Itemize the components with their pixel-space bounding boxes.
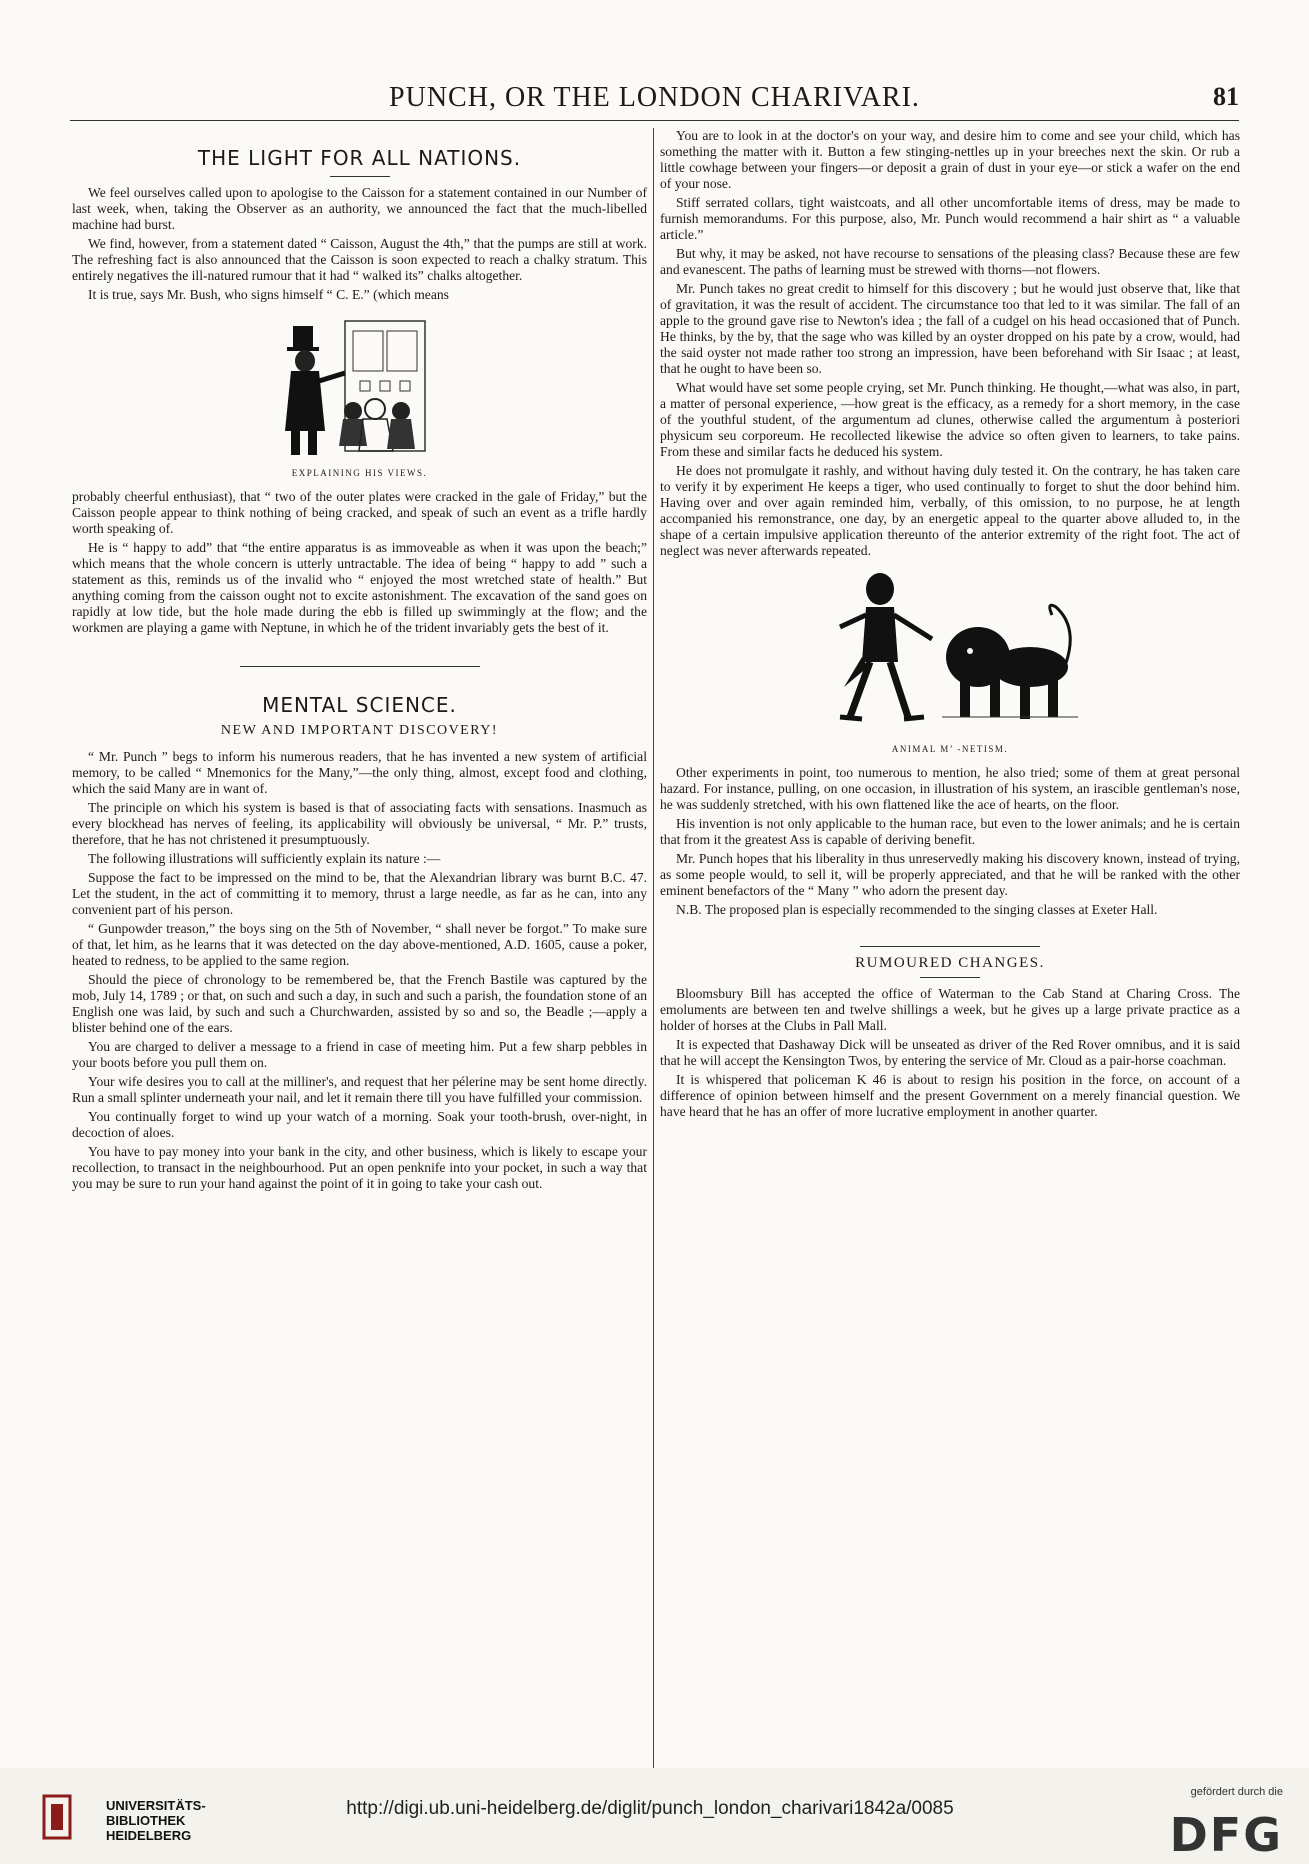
paragraph: We feel ourselves called upon to apologise to the Caisson for a statement contained in our Number of last week, when, taking the Observer as an authority, we announced the fact that the much-libelled machine had burst. (72, 185, 647, 232)
article-title-light: THE LIGHT FOR ALL NATIONS. (197, 146, 522, 170)
paragraph: The principle on which his system is based is that of associating facts with sensations. Inasmuch as every blockhead has nerves of feeling, its applicability will obviously be universal, “ Mr. P.” trusts, therefore, that he has not christened it presumptuously. (72, 800, 647, 847)
masthead-title: PUNCH, OR THE LONDON CHARIVARI. (389, 82, 920, 113)
paragraph: It is expected that Dashaway Dick will be unseated as driver of the Red Rover omnibus, and it is said that he will accept the Kensington Twos, by entering the service of Mr. Cloud as a pair-horse coachman. (660, 1037, 1240, 1068)
paragraph: His invention is not only applicable to the human race, but even to the lower animals; and he is certain that from it the greatest Ass is capable of deriving benefit. (660, 816, 1240, 847)
dfg-logo: DFG (1169, 1808, 1283, 1862)
paragraph: We find, however, from a statement dated “ Caisson, August the 4th,” that the pumps are still at work. The refreshing fact is also announced that the Caisson is soon expected to reach a chalky stratum. This entirely negatives the ill-natured rumour that it had “ walked its” chalks altogether. (72, 236, 647, 283)
page-header (70, 80, 1239, 121)
lion-and-man-illustration (820, 567, 1080, 737)
paragraph: Stiff serrated collars, tight waistcoats, and all other uncomfortable items of dress, may be made to furnish memorandums. For this purpose, also, Mr. Punch would recommend a hair shirt as “ a valuable article.” (660, 195, 1240, 242)
paragraph: probably cheerful enthusiast), that “ two of the outer plates were cracked in the gale of Friday,” but the Caisson people appear to think nothing of being cracked, and speak of such an event as a trifle hardly worth speaking of. (72, 489, 647, 536)
paragraph: “ Gunpowder treason,” the boys sing on the 5th of November, “ shall never be forgot.” To make sure of that, let him, as he learns that it was detected on the day above-mentioned, A.D. 1605, cause a poker, heated to redness, to be applied to the same region. (72, 921, 647, 968)
paragraph: But why, it may be asked, not have recourse to sensations of the pleasing class? Because these are few and evanescent. The paths of learning must be strewed with thorns—not flowers. (660, 246, 1240, 277)
paragraph: The following illustrations will sufficiently explain its nature :— (88, 851, 441, 866)
paragraph: Suppose the fact to be impressed on the mind to be, that the Alexandrian library was burnt B.C. 47. Let the student, in the act of committing it to memory, thrust a large needle, as far as he can, into any convenient part of his person. (72, 870, 647, 917)
paragraph: He does not promulgate it rashly, and without having duly tested it. On the contrary, he has taken care to verify it by experiment He keeps a tiger, who used continually to forget to shut the door behind him. Having over and over again reminded him, verbally, of this omission, to no purpose, he at length accompanied his remonstrance, one day, by an energetic appeal to the quarter above alluded to, in the shape of a certain impulsive application thereunto of the anterior extremity of the right foot. The act of neglect was never afterwards repeated. (660, 463, 1240, 558)
paragraph: You are charged to deliver a message to a friend in case of meeting him. Put a few sharp pebbles in your boots before you pull them on. (72, 1039, 647, 1070)
paragraph: It is whispered that policeman K 46 is about to resign his position in the force, on account of a difference of opinion between himself and the present Government on a merely financial question. We have heard that he has an offer of more lucrative employment in another quarter. (660, 1072, 1240, 1119)
page-number: 81 (1213, 82, 1239, 111)
paragraph: You continually forget to wind up your watch of a morning. Soak your tooth-brush, over-night, in decoction of aloes. (72, 1109, 647, 1140)
article-title-rumoured: RUMOURED CHANGES. (855, 955, 1045, 971)
paragraph: “ Mr. Punch ” begs to inform his numerous readers, that he has invented a new system of artificial memory, to be called “ Mnemonics for the Many,”—the only thing, almost, except food and clothing, which the said Many are in want of. (72, 749, 647, 796)
paragraph: N.B. The proposed plan is especially recommended to the singing classes at Exeter Hall. (676, 902, 1158, 917)
institution-name: UNIVERSITÄTS- BIBLIOTHEK HEIDELBERG (106, 1798, 206, 1843)
column-divider (653, 128, 654, 1848)
paragraph: What would have set some people crying, set Mr. Punch thinking. He thought,—what was also, in part, a matter of personal experience, —how great is the efficacy, as a remedy for a short memory, in the case of the youthful student, of the argumentum ad clunes, otherwise called the argumentum à posteriori physicum seu corporeum. He recollected likewise the advice so often given to learners, to take pains. From these and similar facts he deduced his system. (660, 380, 1240, 459)
title-rule (330, 176, 390, 177)
illustration-caption: ANIMAL M’ -NETISM. (891, 744, 1009, 754)
source-url-link[interactable]: http://digi.ub.uni-heidelberg.de/diglit/punch_london_charivari1842a/0085 (346, 1798, 954, 1819)
university-seal-icon (42, 1794, 72, 1840)
left-column (72, 128, 647, 1195)
title-rule (920, 977, 980, 978)
caisson-illustration (275, 311, 445, 461)
section-rule (860, 946, 1040, 947)
paragraph: Should the piece of chronology to be remembered be, that the French Bastile was captured by the mob, July 14, 1789 ; or that, on such and such a day, in such and such a parish, the foundation stone of an English one was laid, by such and such a Churchwarden, assisted by so and so, the Beadle ;—apply a blister behind one of the ears. (72, 972, 647, 1035)
paragraph: You have to pay money into your bank in the city, and other business, which is likely to escape your recollection, to transact in the neighbourhood. Put an open penknife into your pocket, in such a way that you may be sure to run your hand against the point of it in going to take your cash out. (72, 1144, 647, 1191)
article-title-mental: MENTAL SCIENCE. (262, 693, 457, 717)
paragraph: Bloomsbury Bill has accepted the office of Waterman to the Cab Stand at Charing Cross. The emoluments are between ten and twelve shillings a week, but he gives up a large private practice as a holder of horses at the Clubs in Pall Mall. (660, 986, 1240, 1033)
paragraph: Your wife desires you to call at the milliner's, and request that her pélerine may be sent home directly. Run a small splinter underneath your nail, and let it remain there till you have fulfilled your commission. (72, 1074, 647, 1105)
paragraph: Mr. Punch takes no great credit to himself for this discovery ; but he would just observe that, like that of gravitation, it was the result of accident. The circumstance too that led to it was similar. The fall of an apple to the ground gave rise to Newton's idea ; the fall of a cudgel on his head occasioned that of Punch. He thinks, by the by, that the sage who was killed by an oyster dropped on his pate by a crow, would, had the said oyster not made rather too strong an impression, have been beforehand with Sir Isaac ; at least, that he ought to have been so. (660, 281, 1240, 376)
funded-by-label: gefördert durch die (1190, 1786, 1283, 1798)
section-rule (240, 666, 480, 667)
illustration-caption: EXPLAINING HIS VIEWS. (291, 468, 428, 478)
article-subtitle: NEW AND IMPORTANT DISCOVERY! (220, 723, 499, 738)
paragraph: It is true, says Mr. Bush, who signs himself “ C. E.” (which means (88, 287, 449, 302)
paragraph: Mr. Punch hopes that his liberality in thus unreservedly making his discovery known, instead of trying, as some people would, to sell it, will be properly appreciated, and that he will be ranked with the other eminent benefactors of the “ Many ” who adorn the present day. (660, 851, 1240, 898)
paragraph: Other experiments in point, too numerous to mention, he also tried; some of them at great personal hazard. For instance, pulling, on one occasion, in illustration of his system, an irascible gentleman's nose, he was suddenly stretched, with his own flattened like the ace of hearts, on the floor. (660, 765, 1240, 812)
digitization-footer (0, 1768, 1309, 1864)
paragraph: He is “ happy to add” that “the entire apparatus is as immoveable as when it was upon the beach;” which means that the whole concern is utterly untractable. The idea of being “ happy to add ” such a statement as this, reminds us of the invalid who “ enjoyed the most wretched state of health.” But anything coming from the caisson ought not to excite astonishment. The excavation of the sand goes on rapidly at low tide, but the hole made during the ebb is filled up swimmingly at the flow; and the workmen are playing a game with Neptune, in which he of the trident invariably gets the best of it. (72, 540, 647, 635)
right-column (660, 128, 1240, 1123)
paragraph: You are to look in at the doctor's on your way, and desire him to come and see your child, which has something the matter with it. Button a few stinging-nettles up in your breeches next the skin. Or rub a little cowhage between your fingers—or deposit a grain of dust in your eye—or stick a wafer on the end of your nose. (660, 128, 1240, 191)
